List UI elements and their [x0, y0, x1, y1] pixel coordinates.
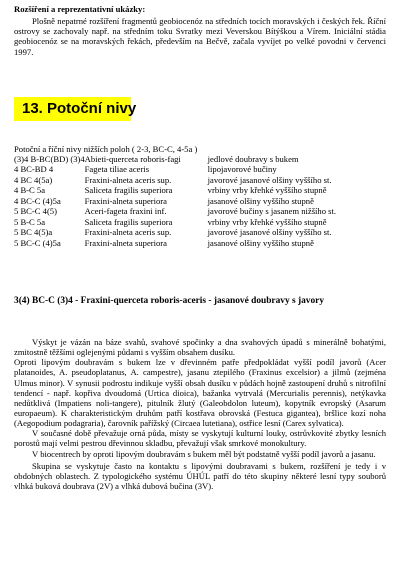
unit-czech-name: vrbiny vrby křehké vyššího stupně: [207, 216, 327, 227]
unit-latin-name: Saliceta fragilis superiora: [84, 185, 173, 196]
unit-czech-name: javorové bučiny s jasanem nižšího st.: [207, 206, 337, 217]
paragraph: Výskyt je vázán na báze svahů, svahové spočinky a dna svahových úpadů s minerálně bohatými, zmitostně těžšími oglejenými půdami s vyšším obsahem dusíku.: [14, 337, 386, 358]
unit-czech-name: javorové jasanové olšiny vyššího st.: [207, 174, 332, 185]
table-row: [14, 154, 336, 164]
unit-czech-name: lipojavorové bučiny: [207, 164, 277, 175]
table-row: [14, 185, 336, 195]
group-description: [14, 337, 386, 491]
table-row: [14, 206, 336, 216]
unit-code: 5 BC-C 4(5): [14, 206, 57, 217]
table-row: [14, 227, 336, 237]
unit-code: 5 B-C 5a: [14, 216, 46, 227]
unit-czech-name: jasanové olšiny vyššího stupně: [207, 237, 314, 248]
unit-latin-name: Fraxini-alneta aceris sup.: [84, 174, 172, 185]
unit-latin-name: Fraxini-alneta superiora: [84, 237, 167, 248]
unit-latin-name: Fraxini-alneta superiora: [84, 195, 167, 206]
unit-code: 5 BC 4(5)a: [14, 227, 53, 238]
unit-code: (3)4 B-BC(BD) (3)4: [14, 154, 85, 164]
unit-czech-name: jedlové doubravy s bukem: [207, 154, 299, 164]
unit-czech-name: vrbiny vrby křehké vyššího stupně: [207, 185, 327, 196]
group-subheading: 3(4) BC-C (3)4 - Fraxini-querceta roboris-aceris - jasanové doubravy s javory: [14, 296, 325, 306]
unit-code: 4 BC 4(5a): [14, 174, 53, 185]
unit-latin-name: Saliceta fragilis superiora: [84, 216, 173, 227]
table-caption: Potoční a říční nivy nižších poloh ( 2-3, BC-C, 4-5a ): [14, 144, 198, 154]
paragraph: V současné době převažuje orná půda, místy se vyskytují kulturní louky, ostrůvkovité zbytky lesních porostů mají velmi pestrou dřevinnou skladbu, převažují však smrkové monokultury.: [14, 428, 386, 449]
unit-latin-name: Fraxini-alneta aceris sup.: [84, 227, 172, 238]
section-heading: Rozšíření a reprezentativní ukázky:: [14, 4, 146, 14]
paragraph: Skupina se vyskytuje často na kontaktu s lipovými doubravami s bukem, rozšíření je tedy i v obdobných oblastech. Z typologického systému ÚHÚL patří do této skupiny některé lesní typy souborů vlhká buková doubrava (2V) a vlhká dubová bučina (3V).: [14, 460, 386, 491]
unit-czech-name: javorové jasanové olšiny vyššího st.: [207, 227, 332, 238]
table-row: [14, 238, 336, 248]
unit-latin-name: Abieti-querceta roboris-fagi: [84, 154, 181, 164]
unit-code: 4 BC-C (4)5a: [14, 195, 61, 206]
table-row: [14, 175, 336, 185]
chapter-title: 13. Potoční nivy: [22, 100, 137, 117]
unit-latin-name: Aceri-fageta fraxini inf.: [84, 206, 167, 217]
paragraph: Oproti lipovým doubravám s bukem lze v dřevinném patře předpokládat vyšší podíl javorů (Acer platanoides, A. pseudoplatanus, A. campestre), jasanu ztepilého (Fraxinus excelsior) a jilmů (zejména Ulmus minor). V synusii podrostu indikuje vyšší obsah dusíku v půdách hojně zastoupení druhů s nitrofilní tendencí - např. kopřiva dvoudomá (Urtica dioica), bažanka vytrvalá (Mercurialis perennis), netýkavka nedůtklivá (Impatiens noli-tangere), pitulník žlutý (Galeobdolon luteum), kopytník evropský (Asarum europaeum). K charakteristickým druhům patří kostřava obrovská (Festuca gigantea), bršlice kozí noha (Aegopodium podagraria), čarovník pařížský (Circaea lutetiana), ostřice lesní (Carex sylvatica).: [14, 357, 386, 429]
unit-latin-name: Fageta tiliae aceris: [84, 164, 150, 175]
unit-code: 4 BC-BD 4: [14, 164, 54, 175]
section-representative: [14, 4, 386, 57]
units-table: [14, 154, 336, 248]
unit-czech-name: jasanové olšiny vyššího stupně: [207, 195, 314, 206]
section-text: Plošně nepatrné rozšíření fragmentů geobiocenóz na středních tocích moravských i českých řek. Říční ostrovy se zachovaly např. na středním toku Svratky mezi Veverskou Bítýškou a Vírem. Iniciální stádia geobiocenóz se na moravských řekách, především na Bečvě, začala vyvíjet po velké povodni v červenci 1997.: [14, 16, 386, 57]
table-row: [14, 217, 336, 227]
unit-code: 5 BC-C (4)5a: [14, 237, 61, 248]
unit-code: 4 B-C 5a: [14, 185, 46, 196]
table-row: [14, 196, 336, 206]
table-row: [14, 164, 336, 174]
paragraph: V biocentrech by oproti lipovým doubravám s bukem měl být podstatně vyšší podíl javorů a jasanu.: [32, 448, 376, 459]
